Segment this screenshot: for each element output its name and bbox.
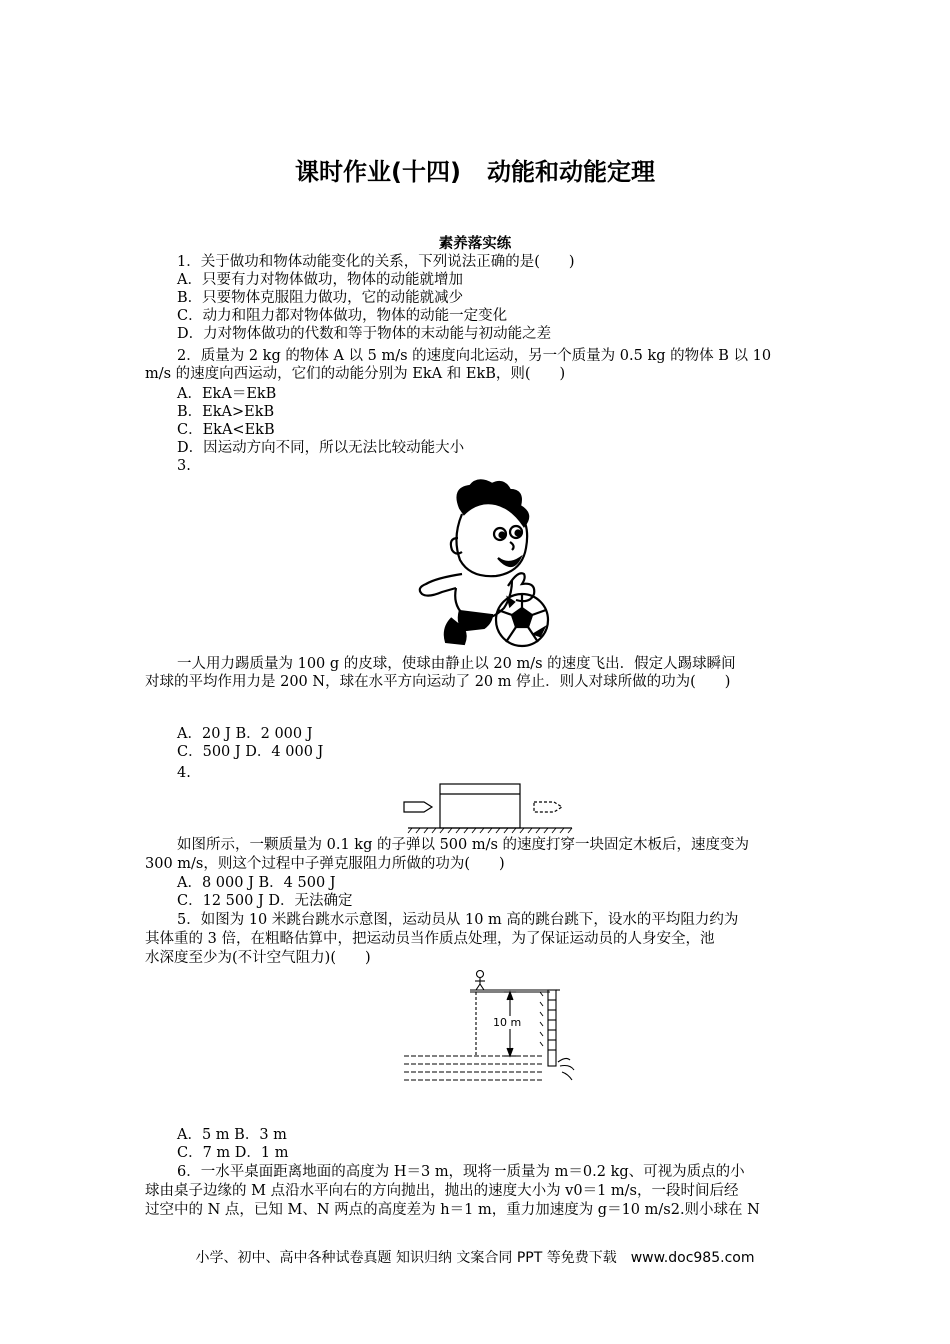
boy-kicking-ball-figure — [412, 478, 552, 650]
q1-option-a: A．只要有力对物体做功，物体的动能就增加 — [177, 272, 463, 288]
q3-number: 3. — [177, 458, 191, 474]
q1-option-d: D．力对物体做功的代数和等于物体的末动能与初动能之差 — [177, 326, 552, 342]
q5-line-3: 水深度至少为(不计空气阻力)( ) — [145, 950, 371, 966]
q2-option-d: D．因运动方向不同，所以无法比较动能大小 — [177, 440, 465, 456]
q4-line-1: 如图所示，一颗质量为 0.1 kg 的子弹以 500 m/s 的速度打穿一块固定木板后，速度变为 — [177, 837, 750, 853]
bullet-through-board-figure — [400, 780, 580, 836]
q6-line-1: 6．一水平桌面距离地面的高度为 H＝3 m，现将一质量为 m＝0.2 kg、可视为质点的小 — [177, 1164, 745, 1180]
q1-option-c: C．动力和阻力都对物体做功，物体的动能一定变化 — [177, 308, 508, 324]
height-label: 10 m — [493, 1016, 522, 1029]
page-title — [0, 152, 950, 187]
q5-options-ab: A．5 m B．3 m — [177, 1127, 287, 1143]
q4-number: 4. — [177, 765, 191, 781]
q6-line-2: 球由桌子边缘的 M 点沿水平向右的方向抛出，抛出的速度大小为 v0＝1 m/s，一段时间后经 — [145, 1183, 739, 1199]
q4-options-cd: C．12 500 J D．无法确定 — [177, 893, 353, 909]
q3-options-cd: C．500 J D．4 000 J — [177, 744, 324, 760]
page-footer: 小学、初中、高中各种试卷真题 知识归纳 文案合同 PPT 等免费下载 www.doc985.com — [195, 1250, 755, 1266]
q6-line-3: 过空中的 N 点，已知 M、N 两点的高度差为 h＝1 m，重力加速度为 g＝10 m/s2.则小球在 N — [145, 1202, 760, 1218]
diving-platform-figure — [400, 968, 580, 1108]
q4-options-ab: A．8 000 J B．4 500 J — [177, 875, 336, 891]
q1-option-b: B．只要物体克服阻力做功，它的动能就减少 — [177, 290, 464, 306]
q3-line-1: 一人用力踢质量为 100 g 的皮球，使球由静止以 20 m/s 的速度飞出．假定人踢球瞬间 — [177, 656, 736, 672]
q3-options-ab: A．20 J B．2 000 J — [177, 726, 313, 742]
q2-line-2: m/s 的速度向西运动，它们的动能分别为 EkA 和 EkB，则( ) — [145, 366, 566, 382]
q1-stem: 1．关于做功和物体动能变化的关系，下列说法正确的是( ) — [177, 254, 575, 270]
q5-options-cd: C．7 m D．1 m — [177, 1145, 289, 1161]
q3-line-2: 对球的平均作用力是 200 N，球在水平方向运动了 20 m 停止．则人对球所做的功为( ) — [145, 674, 731, 690]
q5-line-2: 其体重的 3 倍，在粗略估算中，把运动员当作质点处理，为了保证运动员的人身安全，池 — [145, 931, 715, 947]
diving-platform-drawing — [400, 968, 580, 1108]
q2-line-1: 2．质量为 2 kg 的物体 A 以 5 m/s 的速度向北运动，另一个质量为 0.5 kg 的物体 B 以 10 — [177, 348, 772, 364]
q2-option-a: A．EkA＝EkB — [177, 386, 277, 402]
q2-option-c: C．EkA<EkB — [177, 422, 275, 438]
q5-line-1: 5．如图为 10 米跳台跳水示意图，运动员从 10 m 高的跳台跳下，设水的平均阻力约为 — [177, 912, 739, 928]
q4-line-2: 300 m/s，则这个过程中子弹克服阻力所做的功为( ) — [145, 856, 505, 872]
title-sub: 动能和动能定理 — [486, 158, 655, 186]
section-heading: 素养落实练 — [438, 236, 512, 252]
title-main: 课时作业(十四) — [295, 158, 461, 186]
q2-option-b: B．EkA>EkB — [177, 404, 275, 420]
